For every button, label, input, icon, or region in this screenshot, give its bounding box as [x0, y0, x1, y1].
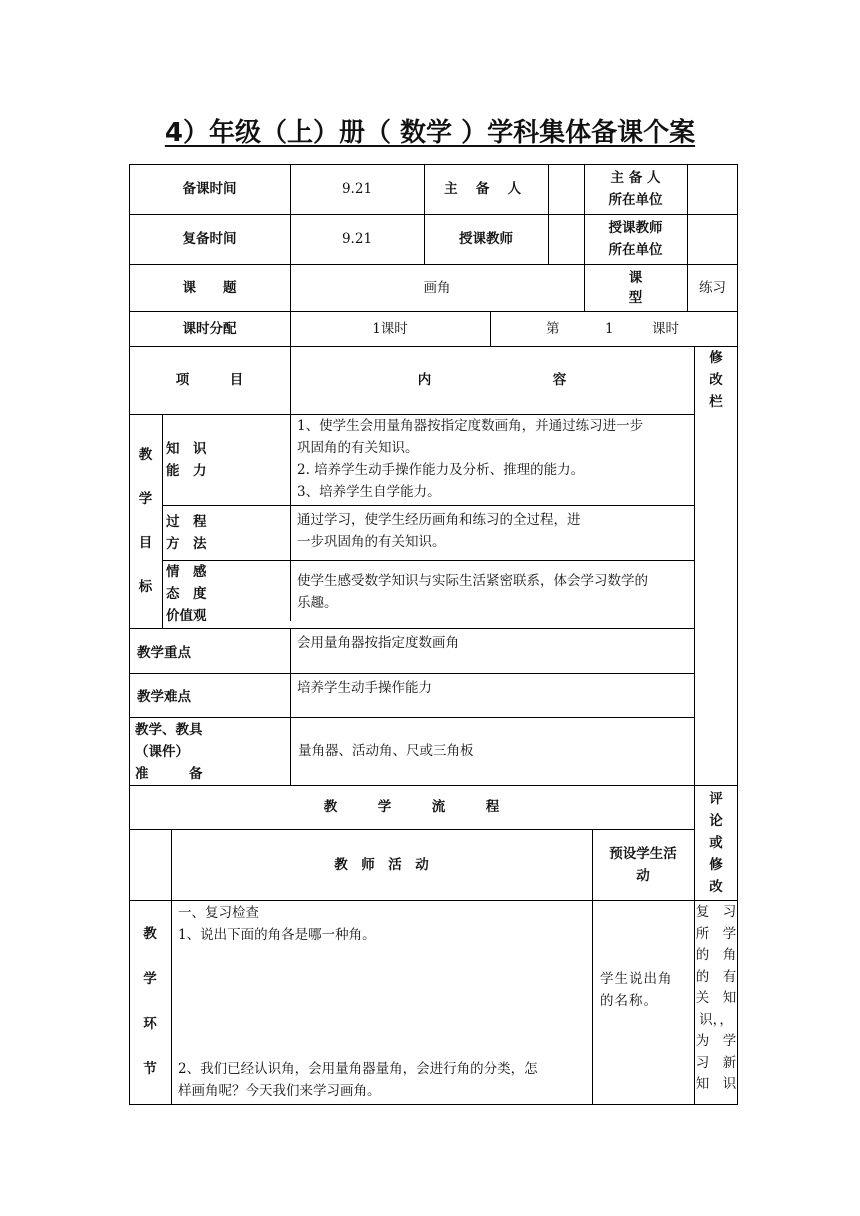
difficulty-value: 培养学生动手操作能力 — [297, 680, 432, 696]
knowledge-line: 2. 培养学生动手操作能力及分析、推理的能力。 — [297, 462, 585, 478]
teacher-activity-line: 2、我们已经认识角，会用量角器量角，会进行角的分类，怎 — [178, 1061, 538, 1077]
comment-char: 评 — [709, 790, 723, 807]
process-line: 一步巩固角的有关知识。 — [297, 534, 446, 550]
stage-char: 学 — [143, 971, 157, 988]
emotion-label-line: 态 度 — [166, 586, 207, 602]
tools-label — [129, 717, 290, 785]
topic-value: 画角 — [423, 279, 451, 296]
tools-value: 量角器、活动角、尺或三角板 — [298, 743, 474, 759]
knowledge-content — [290, 414, 694, 505]
knowledge-line: 3、培养学生自学能力。 — [297, 484, 441, 500]
review-time-label: 复备时间 — [182, 231, 237, 247]
key-point-value: 会用量角器按指定度数画角 — [297, 635, 459, 651]
comment-line: 复 习 — [695, 904, 737, 920]
comment-char: 改 — [709, 878, 723, 895]
tools-label-line: 教学、教具 — [135, 722, 203, 738]
topic-label: 课 题 — [182, 279, 237, 296]
comment-line: 知 识 — [695, 1076, 737, 1092]
stage-char: 教 — [143, 926, 157, 943]
prep-time-label: 备课时间 — [182, 181, 237, 197]
knowledge-line: 1、使学生会用量角器按指定度数画角，并通过练习进一步 — [297, 418, 644, 434]
student-activity-header-line: 动 — [636, 867, 650, 884]
process-content — [290, 505, 694, 560]
teacher-activity-line: 样画角呢？今天我们来学习画角。 — [178, 1083, 381, 1099]
knowledge-label — [162, 414, 290, 505]
difficulty-label: 教学难点 — [137, 689, 191, 705]
objectives-char: 教 — [138, 447, 153, 463]
comment-line: 的 角 — [695, 947, 737, 963]
period-info — [490, 311, 738, 346]
stage-char: 节 — [143, 1060, 157, 1077]
knowledge-label-line: 知 识 — [166, 440, 207, 457]
teacher-value — [548, 214, 584, 264]
comment-content — [694, 900, 738, 1105]
comment-line: 关 知 — [695, 990, 737, 1006]
process-label-line: 过 程 — [166, 513, 207, 530]
comment-header — [694, 785, 738, 900]
teacher-activity-header: 教 师 活 动 — [334, 856, 429, 873]
hours-value: 1课时 — [372, 320, 408, 337]
knowledge-label-line: 能 力 — [166, 462, 207, 479]
tools-label-line: 准 备 — [135, 766, 203, 782]
type-value: 练习 — [699, 279, 726, 296]
type-label-line1: 课 — [628, 269, 643, 286]
main-unit-value — [687, 164, 738, 214]
emotion-line: 使学生感受数学知识与实际生活紧密联系，体会学习数学的 — [297, 573, 648, 589]
teacher-label: 授课教师 — [459, 231, 513, 247]
stage-char: 环 — [143, 1015, 157, 1032]
teacher-unit-value — [687, 214, 738, 264]
objectives-char: 学 — [138, 491, 153, 507]
objectives-label — [129, 414, 162, 628]
process-line: 通过学习，使学生经历画角和练习的全过程，进 — [297, 512, 581, 528]
item-header: 项 目 — [175, 372, 244, 388]
teacher-unit-label-line1: 授课教师 — [608, 220, 663, 236]
period-unit: 课时 — [652, 320, 679, 337]
main-unit-label — [584, 164, 687, 214]
teacher-unit-label — [584, 214, 687, 264]
main-preparer-label: 主 备 人 — [444, 181, 528, 197]
emotion-line: 乐趣。 — [297, 595, 338, 611]
objectives-char: 标 — [138, 579, 153, 595]
main-preparer-value — [548, 164, 584, 214]
comment-line: 识，， — [699, 1011, 733, 1028]
hours-label: 课时分配 — [182, 320, 237, 337]
teacher-activity-line: 一、复习检查 — [178, 905, 259, 921]
tools-label-line: （课件） — [135, 744, 189, 760]
teacher-activity-line: 1、说出下面的角各是哪一种角。 — [178, 927, 376, 943]
emotion-content — [290, 560, 694, 628]
comment-line: 的 有 — [695, 968, 737, 985]
comment-line: 习 新 — [695, 1054, 737, 1071]
comment-line: 为 学 — [695, 1033, 737, 1049]
content-header: 内 容 — [417, 372, 567, 388]
revise-char: 改 — [709, 372, 723, 388]
review-time-value: 9.21 — [341, 231, 373, 247]
student-activity-content — [592, 900, 694, 1105]
process-label-line: 方 法 — [166, 535, 207, 552]
page-title: 4）年级（上）册（ 数学 ）学科集体备课个案 — [164, 118, 696, 148]
revise-header — [694, 346, 738, 414]
flow-header: 教 学 流 程 — [323, 799, 500, 815]
student-activity-line: 的名称。 — [600, 993, 658, 1009]
prep-time-value: 9.21 — [341, 181, 373, 197]
comment-char: 或 — [709, 834, 723, 851]
type-label — [584, 264, 687, 311]
objectives-char: 目 — [138, 535, 153, 551]
revise-char: 栏 — [709, 394, 723, 410]
comment-char: 修 — [709, 856, 723, 873]
student-activity-line: 学生说出角 — [600, 971, 673, 987]
comment-char: 论 — [709, 812, 723, 829]
stage-label — [129, 900, 171, 1105]
emotion-label-line: 情 感 — [166, 564, 207, 580]
comment-line: 所 学 — [695, 925, 737, 942]
main-unit-label-line1: 主 备 人 — [610, 170, 661, 186]
student-activity-header-line: 预设学生活 — [609, 845, 677, 862]
main-unit-label-line2: 所在单位 — [608, 192, 663, 208]
emotion-label — [162, 560, 290, 628]
period-num: 1 — [605, 320, 614, 337]
emotion-label-line: 价值观 — [166, 608, 207, 624]
teacher-unit-label-line2: 所在单位 — [608, 242, 663, 258]
teacher-activity-content — [171, 900, 592, 1105]
key-point-label: 教学重点 — [137, 644, 191, 661]
revise-char: 修 — [709, 350, 723, 366]
knowledge-line: 巩固角的有关知识。 — [297, 440, 419, 456]
period-di: 第 — [546, 320, 560, 337]
process-label — [162, 505, 290, 560]
type-label-line2: 型 — [628, 289, 643, 306]
student-activity-header — [592, 829, 694, 900]
